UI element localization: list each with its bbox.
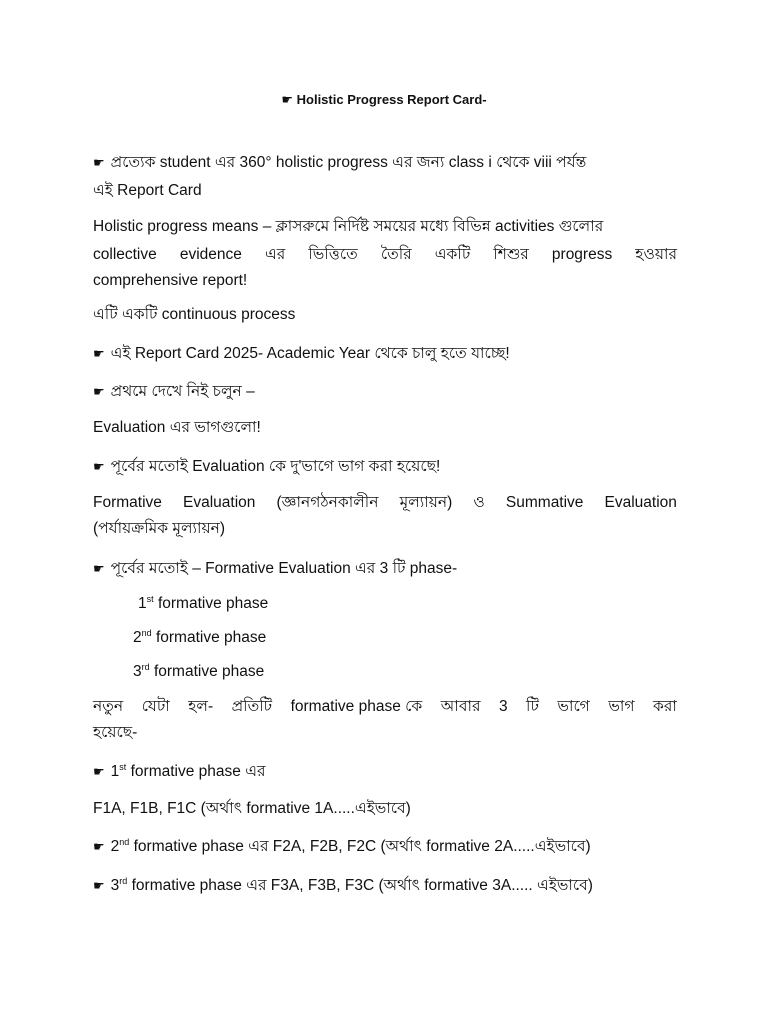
word: মূল্যায়ন) xyxy=(399,494,453,511)
word: ও xyxy=(473,494,485,511)
word: Evaluation xyxy=(183,494,256,511)
word: হওয়ার xyxy=(635,246,677,263)
line-text: এই Report Card 2025- Academic Year থেকে চালু হতে যাচ্ছে! xyxy=(110,345,510,362)
word: progress xyxy=(551,246,613,263)
paragraph-line: ☛ 3rd formative phase এর F3A, F3B, F3C (অর্থাৎ formative 3A..... এইভাবে) xyxy=(93,875,593,894)
pointing-hand-icon: ☛ xyxy=(93,384,105,399)
word: (জ্ঞানগঠনকালীন xyxy=(276,494,379,511)
phase-item: 3rd formative phase xyxy=(133,661,265,680)
pointing-hand-icon: ☛ xyxy=(93,459,105,474)
word: Summative xyxy=(505,494,584,511)
line-text: পূর্বের মতোই Evaluation কে দু'ভাগে ভাগ করা হয়েছে! xyxy=(110,458,441,475)
phase-item: 2nd formative phase xyxy=(133,627,267,646)
line-text: প্রত্যেক student এর 360° holistic progress এর জন্য class i থেকে viii পর্যন্ত xyxy=(110,154,587,171)
paragraph-line-justified xyxy=(93,697,677,717)
pointing-hand-icon: ☛ xyxy=(93,561,105,576)
page-title: ☛ Holistic Progress Report Card- xyxy=(281,92,487,107)
word: collective xyxy=(93,246,157,263)
word: একটি xyxy=(434,246,471,263)
word: evidence xyxy=(179,246,242,263)
word: ভাগে xyxy=(557,698,590,715)
word: নতুন xyxy=(93,698,124,715)
paragraph-line: হয়েছে- xyxy=(93,724,138,741)
line-text: পূর্বের মতোই – Formative Evaluation এর 3 টি phase- xyxy=(110,560,458,577)
pointing-hand-icon: ☛ xyxy=(93,878,105,893)
word: হল- xyxy=(188,698,214,715)
paragraph-line xyxy=(93,559,677,579)
word: করা xyxy=(652,698,677,715)
word: শিশুর xyxy=(493,246,529,263)
paragraph-line-justified xyxy=(93,245,677,265)
paragraph-line: এটি একটি continuous process xyxy=(93,306,296,323)
word: ভিত্তিতে xyxy=(308,246,358,263)
word: আবার xyxy=(440,698,481,715)
paragraph-line: ☛ 2nd formative phase এর F2A, F2B, F2C (অর্থাৎ formative 2A.....এইভাবে) xyxy=(93,836,591,855)
pointing-hand-icon: ☛ xyxy=(93,155,105,170)
word: এর xyxy=(264,246,286,263)
word: টি xyxy=(526,698,539,715)
paragraph-line xyxy=(93,382,677,402)
word: ভাগ xyxy=(608,698,635,715)
word: 3 xyxy=(498,698,508,715)
pointing-hand-icon: ☛ xyxy=(93,346,105,361)
word: তৈরি xyxy=(380,246,412,263)
word: প্রতিটি xyxy=(231,698,273,715)
paragraph-line xyxy=(93,344,677,364)
line-text: প্রথমে দেখে নিই চলুন – xyxy=(110,383,255,400)
word: যেটা xyxy=(141,698,170,715)
paragraph-line: Evaluation এর ভাগগুলো! xyxy=(93,419,261,436)
paragraph-line: ☛ 1st formative phase এর xyxy=(93,761,266,780)
paragraph-line: এই Report Card xyxy=(93,182,202,199)
word: Evaluation xyxy=(604,494,677,511)
paragraph-line: F1A, F1B, F1C (অর্থাৎ formative 1A.....এইভাবে) xyxy=(93,800,411,817)
word: formative phase কে xyxy=(290,698,423,715)
word: Formative xyxy=(93,494,162,511)
phase-item: 1st formative phase xyxy=(138,593,269,612)
pointing-hand-icon: ☛ xyxy=(93,764,105,779)
paragraph-line xyxy=(93,457,677,477)
paragraph-line-justified xyxy=(93,493,677,513)
paragraph-line: Holistic progress means – ক্লাসরুমে নির্দিষ্ট সময়ের মধ্যে বিভিন্ন activities গুলোর xyxy=(93,218,604,235)
pointing-hand-icon: ☛ xyxy=(93,839,105,854)
paragraph-line: (পর্যায়ক্রমিক মূল্যায়ন) xyxy=(93,520,226,537)
paragraph-line: comprehensive report! xyxy=(93,272,248,289)
paragraph-line xyxy=(93,153,677,173)
